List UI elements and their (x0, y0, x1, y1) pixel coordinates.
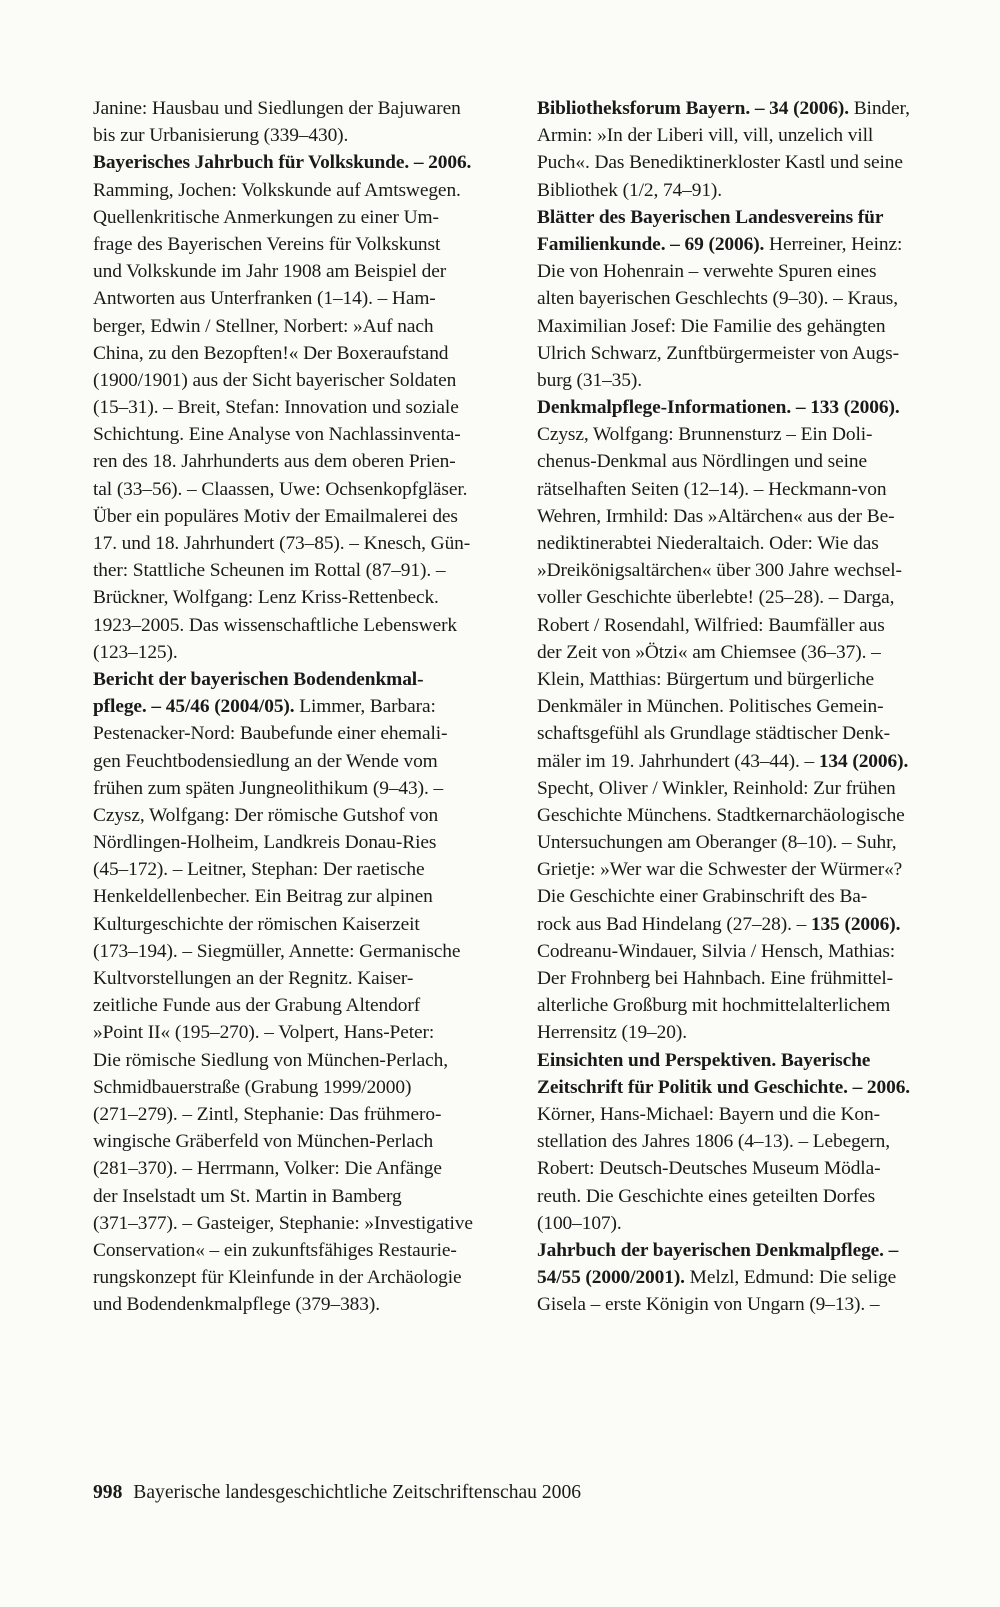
text-line (93, 448, 505, 475)
text-line (537, 938, 949, 965)
text-line (93, 177, 505, 204)
journal-heading-text: pflege. – 45/46 (2004/05). (93, 696, 295, 718)
entry-text: voller Geschichte überlebte! (25–28). – Darga, (537, 587, 895, 609)
entry-text: Gisela – erste Königin von Ungarn (9–13). – (537, 1294, 880, 1316)
entry-text: gen Feuchtbodensiedlung an der Wende vom (93, 750, 438, 772)
entry-text: Specht, Oliver / Winkler, Reinhold: Zur frühen (537, 777, 896, 799)
entry-text: Henkeldellenbecher. Ein Beitrag zur alpinen (93, 886, 433, 908)
entry-text: China, zu den Bezopften!« Der Boxeraufstand (93, 342, 449, 364)
text-line (537, 1155, 949, 1182)
text-line (93, 775, 505, 802)
text-line (93, 367, 505, 394)
text-line (93, 802, 505, 829)
text-line (93, 530, 505, 557)
entry-text: »Dreikönigsaltärchen« über 300 Jahre wechsel- (537, 560, 902, 582)
text-line (93, 1291, 505, 1318)
journal-heading-text: Bayerisches Jahrbuch für Volkskunde. – 2006. (93, 152, 472, 174)
entry-text: Binder, (848, 98, 910, 119)
text-line (93, 476, 505, 503)
text-line (93, 911, 505, 938)
text-line (537, 149, 949, 176)
entry-text: Quellenkritische Anmerkungen zu einer Um- (93, 206, 439, 228)
text-line (537, 1047, 949, 1074)
text-line (93, 829, 505, 856)
text-line (93, 122, 505, 149)
entry-text: schaftsgefühl als Grundlage städtischer Denk- (537, 723, 891, 745)
journal-heading-text: Denkmalpflege-Informationen. – 133 (2006). (537, 397, 900, 419)
entry-text: Denkmäler in München. Politisches Gemein- (537, 696, 884, 718)
entry-text: (123–125). (93, 641, 178, 663)
journal-heading-text: Bericht der bayerischen Bodendenkmal- (93, 668, 424, 690)
text-line (93, 856, 505, 883)
text-line (93, 992, 505, 1019)
text-line (537, 340, 949, 367)
entry-text: Czysz, Wolfgang: Der römische Gutshof von (93, 804, 439, 826)
text-line (537, 829, 949, 856)
text-line (93, 666, 505, 693)
entry-text: Bibliothek (1/2, 74–91). (537, 179, 723, 201)
entry-text: Schmidbauerstraße (Grabung 1999/2000) (93, 1076, 412, 1098)
entry-text: Herreiner, Heinz: (764, 233, 903, 255)
text-line (93, 584, 505, 611)
text-line (537, 1128, 949, 1155)
text-line (537, 1019, 949, 1046)
entry-text: Pestenacker-Nord: Baubefunde einer ehemali- (93, 723, 448, 745)
text-line (93, 1047, 505, 1074)
text-line (93, 1128, 505, 1155)
entry-text: Die Geschichte einer Grabinschrift des Ba- (537, 886, 868, 908)
entry-text: Die von Hohenrain – verwehte Spuren eines (537, 261, 877, 283)
entry-text: (371–377). – Gasteiger, Stephanie: »Investigative (93, 1212, 473, 1234)
entry-text: und Volkskunde im Jahr 1908 am Beispiel der (93, 261, 447, 283)
text-line (537, 177, 949, 204)
entry-text: der Inselstadt um St. Martin in Bamberg (93, 1185, 402, 1207)
entry-text: burg (31–35). (537, 369, 642, 391)
text-line (537, 775, 949, 802)
entry-text: rungskonzept für Kleinfunde in der Archäologie (93, 1267, 462, 1289)
entry-text: Schichtung. Eine Analyse von Nachlassinventa- (93, 424, 461, 446)
entry-text: bis zur Urbanisierung (339–430). (93, 125, 349, 147)
entry-text: chenus-Denkmal aus Nördlingen und seine (537, 451, 867, 473)
text-line (537, 258, 949, 285)
text-line (537, 1237, 949, 1264)
text-line (93, 1183, 505, 1210)
text-line (93, 1155, 505, 1182)
entry-text: reuth. Die Geschichte eines geteilten Dorfes (537, 1185, 876, 1207)
entry-text: Czysz, Wolfgang: Brunnensturz – Ein Doli- (537, 424, 873, 446)
text-line (537, 693, 949, 720)
journal-heading-text: 135 (2006). (810, 913, 901, 935)
text-line (93, 557, 505, 584)
entry-text: (15–31). – Breit, Stefan: Innovation und soziale (93, 397, 459, 419)
entry-text: der Zeit von »Ötzi« am Chiemsee (36–37). – (537, 641, 881, 663)
entry-text: und Bodendenkmalpflege (379–383). (93, 1294, 380, 1316)
text-line (537, 448, 949, 475)
text-line (537, 911, 949, 938)
entry-text: ren des 18. Jahrhunderts aus dem oberen Prien- (93, 451, 456, 473)
text-line (93, 1210, 505, 1237)
entry-text: Über ein populäres Motiv der Emailmalerei des (93, 505, 458, 527)
text-line (537, 95, 949, 122)
journal-heading-text: 134 (2006). (818, 750, 909, 772)
text-line (93, 1101, 505, 1128)
text-line (93, 720, 505, 747)
entry-text: Ulrich Schwarz, Zunftbürgermeister von Augs- (537, 342, 899, 364)
text-line (537, 394, 949, 421)
journal-heading-text: Blätter des Bayerischen Landesvereins für (537, 206, 884, 228)
text-line (537, 1101, 949, 1128)
text-line (537, 503, 949, 530)
entry-text: Geschichte Münchens. Stadtkernarchäologische (537, 804, 905, 826)
text-line (93, 1019, 505, 1046)
text-line (537, 557, 949, 584)
entry-text: rock aus Bad Hindelang (27–28). – (537, 913, 811, 935)
entry-text: Die römische Siedlung von München-Perlach, (93, 1049, 448, 1071)
text-line (93, 938, 505, 965)
text-line (93, 883, 505, 910)
text-line (537, 1074, 949, 1101)
entry-text: Wehren, Irmhild: Das »Altärchen« aus der Be- (537, 505, 895, 527)
text-line (537, 1183, 949, 1210)
text-line (93, 95, 505, 122)
text-line (93, 204, 505, 231)
entry-text: Klein, Matthias: Bürgertum und bürgerliche (537, 668, 875, 690)
entry-text: Der Frohnberg bei Hahnbach. Eine frühmittel- (537, 968, 894, 989)
entry-text: Armin: »In der Liberi vill, vill, unzelich vill (537, 125, 874, 147)
text-line (537, 883, 949, 910)
text-line (93, 748, 505, 775)
text-line (93, 285, 505, 312)
entry-text: Robert / Rosendahl, Wilfried: Baumfäller aus (537, 614, 885, 636)
text-line (537, 992, 949, 1019)
entry-text: alten bayerischen Geschlechts (9–30). – Kraus, (537, 288, 899, 310)
entry-text: frühen zum späten Jungneolithikum (9–43). – (93, 777, 444, 799)
running-title: Bayerische landesgeschichtliche Zeitschriftenschau 2006 (133, 1482, 582, 1503)
entry-text: Brückner, Wolfgang: Lenz Kriss-Rettenbeck. (93, 587, 439, 609)
entry-text: (45–172). – Leitner, Stephan: Der raetische (93, 859, 425, 881)
text-line (537, 476, 949, 503)
text-line (537, 231, 949, 258)
entry-text: Kultvorstellungen an der Regnitz. Kaiser- (93, 968, 414, 989)
entry-text: zeitliche Funde aus der Grabung Altendorf (93, 995, 421, 1017)
page-number: 998 (93, 1482, 123, 1503)
text-line (93, 313, 505, 340)
text-line (537, 720, 949, 747)
text-line (537, 1210, 949, 1237)
entry-text: (281–370). – Herrmann, Volker: Die Anfänge (93, 1158, 442, 1180)
text-line (537, 530, 949, 557)
text-line (93, 503, 505, 530)
text-line (93, 149, 505, 176)
text-line (93, 965, 505, 992)
entry-text: (271–279). – Zintl, Stephanie: Das frühmero- (93, 1103, 442, 1125)
entry-text: »Point II« (195–270). – Volpert, Hans-Peter: (93, 1022, 435, 1044)
text-line (93, 340, 505, 367)
right-text-column (537, 95, 949, 1318)
entry-text: Nördlingen-Holheim, Landkreis Donau-Ries (93, 832, 437, 854)
entry-text: Grietje: »Wer war die Schwester der Würmer«? (537, 859, 903, 881)
entry-text: Limmer, Barbara: (294, 696, 436, 718)
journal-heading-text: Familienkunde. – 69 (2006). (537, 233, 765, 255)
entry-text: stellation des Jahres 1806 (4–13). – Lebegern, (537, 1131, 890, 1153)
entry-text: 1923–2005. Das wissenschaftliche Lebenswerk (93, 614, 458, 636)
page-footer (93, 1480, 581, 1506)
entry-text: Antworten aus Unterfranken (1–14). – Ham- (93, 288, 436, 310)
journal-heading-text: 54/55 (2000/2001). (537, 1267, 685, 1289)
text-line (537, 856, 949, 883)
text-line (537, 612, 949, 639)
entry-text: frage des Bayerischen Vereins für Volkskunst (93, 233, 441, 255)
text-line (93, 421, 505, 448)
text-line (537, 367, 949, 394)
entry-text: Puch«. Das Benediktinerkloster Kastl und seine (537, 152, 903, 174)
text-line (93, 639, 505, 666)
text-line (537, 748, 949, 775)
text-line (93, 1264, 505, 1291)
entry-text: Körner, Hans-Michael: Bayern und die Kon- (537, 1103, 880, 1125)
text-line (537, 802, 949, 829)
text-line (537, 421, 949, 448)
entry-text: ther: Stattliche Scheunen im Rottal (87–91). – (93, 560, 446, 582)
entry-text: Herrensitz (19–20). (537, 1022, 687, 1044)
text-line (537, 666, 949, 693)
entry-text: Robert: Deutsch-Deutsches Museum Mödla- (537, 1158, 881, 1180)
text-line (93, 231, 505, 258)
journal-heading-text: Jahrbuch der bayerischen Denkmalpflege. – (537, 1239, 899, 1261)
journal-heading-text: Zeitschrift für Politik und Geschichte. – 2006. (537, 1076, 911, 1098)
text-line (537, 639, 949, 666)
text-line (537, 584, 949, 611)
entry-text: Melzl, Edmund: Die selige (684, 1267, 897, 1289)
entry-text: Conservation« – ein zukunftsfähiges Restaurie- (93, 1239, 457, 1261)
entry-text: (1900/1901) aus der Sicht bayerischer Soldaten (93, 369, 457, 391)
text-line (537, 313, 949, 340)
entry-text: Ramming, Jochen: Volkskunde auf Amtswegen. (93, 179, 461, 201)
text-line (537, 1264, 949, 1291)
entry-text: Maximilian Josef: Die Familie des gehängten (537, 315, 886, 337)
text-line (537, 285, 949, 312)
entry-text: Codreanu-Windauer, Silvia / Hensch, Mathias: (537, 940, 896, 962)
text-line (93, 693, 505, 720)
text-line (93, 612, 505, 639)
entry-text: alterliche Großburg mit hochmittelalterlichem (537, 995, 891, 1017)
text-line (93, 1074, 505, 1101)
entry-text: berger, Edwin / Stellner, Norbert: »Auf nach (93, 315, 434, 337)
entry-text: (173–194). – Siegmüller, Annette: Germanische (93, 940, 461, 962)
text-line (93, 1237, 505, 1264)
text-line (93, 258, 505, 285)
entry-text: Untersuchungen am Oberanger (8–10). – Suhr, (537, 832, 897, 854)
text-line (537, 204, 949, 231)
text-line (93, 394, 505, 421)
entry-text: mäler im 19. Jahrhundert (43–44). – (537, 750, 819, 772)
text-line (537, 122, 949, 149)
entry-text: (100–107). (537, 1212, 622, 1234)
text-line (537, 1291, 949, 1318)
entry-text: nediktinerabtei Niederaltaich. Oder: Wie das (537, 533, 879, 554)
entry-text: Kulturgeschichte der römischen Kaiserzeit (93, 913, 420, 935)
journal-heading-text: Einsichten und Perspektiven. Bayerische (537, 1049, 871, 1071)
entry-text: tal (33–56). – Claassen, Uwe: Ochsenkopfgläser. (93, 478, 468, 500)
entry-text: rätselhaften Seiten (12–14). – Heckmann-von (537, 478, 887, 500)
entry-text: wingische Gräberfeld von München-Perlach (93, 1131, 434, 1153)
text-line (537, 965, 949, 992)
entry-text: Janine: Hausbau und Siedlungen der Bajuwaren (93, 98, 461, 119)
left-text-column (93, 95, 505, 1318)
journal-heading-text: Bibliotheksforum Bayern. – 34 (2006). (537, 98, 849, 119)
entry-text: 17. und 18. Jahrhundert (73–85). – Knesch, Gün- (93, 533, 471, 554)
